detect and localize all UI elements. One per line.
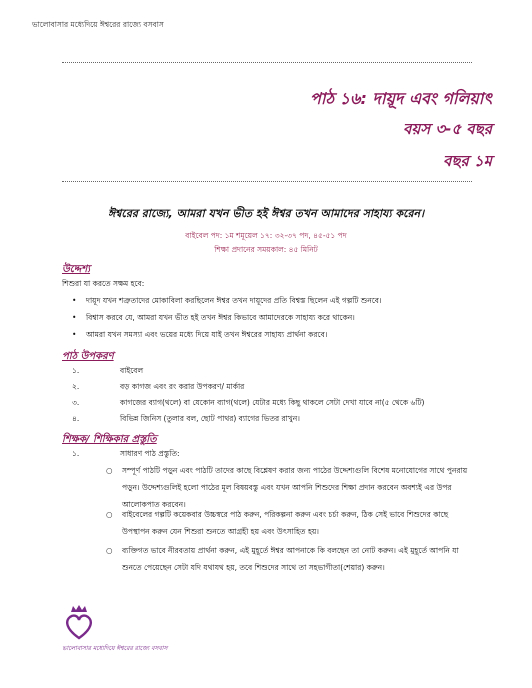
- running-header: ভালোবাসার মধ্যেদিয়ে ঈশ্বরের রাজ্যে বসবাস: [32, 20, 164, 29]
- crown-heart-logo-icon: [62, 604, 96, 648]
- objective-item: • আমরা যখন সমস্যা এবং ভয়ের মধ্যে দিয়ে যাই তখন ঈশ্বরের সাহায্য প্রার্থনা করবে।: [72, 330, 328, 339]
- material-item: ৩. কাগজের ব্যাগ(থলে) বা যেকোন ব্যাগ(থলে) যেটার মধ্যে কিছু থাকলে সেটা দেখা যাবে না(৫ থেকে ৬টি): [72, 398, 425, 407]
- preparation-item: ১. সাধারণ পাঠ প্রস্তুতি:: [72, 449, 180, 458]
- objectives-intro: শিশুরা যা করতে সক্ষম হবে:: [62, 279, 145, 288]
- divider-bottom: [62, 181, 472, 182]
- material-item: ১. বাইবেল: [72, 366, 144, 375]
- footer-text: ভালোবাসার মধ্যেদিয়ে ঈশ্বরের রাজ্যে বসবাস: [62, 645, 168, 652]
- bullet-icon: •: [72, 296, 77, 305]
- circle-bullet-icon: ○: [106, 546, 113, 555]
- circle-bullet-icon: ○: [106, 466, 113, 475]
- divider-top: [62, 62, 472, 63]
- lesson-title: পাঠ ১৬: দায়ূদ এবং গলিয়াৎ: [310, 89, 492, 108]
- preparation-subitem: ○ ব্যক্তিগত ভাবে নীরবতায় প্রার্থনা করুন, এই মুহূর্তে ঈশ্বর আপনাকে কি বলছেন তা নোট করুন। এই মুহূর্তে আপনি যা শুনতে পেয়েছেন সেটা যদি যথাযথ হয়, তবে শিশুদের সাথে তা সহভাগীতা(শেয়ার) করুন।: [122, 542, 476, 576]
- objective-item: • দায়ূদ যখন শত্রুতাদের মোকাবিলা করছিলেন ঈশ্বর তখন দায়ূদের প্রতি বিশ্বস্ত ছিলেন এই গল্পটি শুনবে।: [72, 296, 382, 305]
- objectives-heading: উদ্দেশ্য: [62, 264, 91, 275]
- teaching-time: শিক্ষা প্রদানের সময়কাল: ৪৫ মিনিট: [214, 245, 318, 254]
- preparation-subitem: ○ বাইবেলের গল্পটি কয়েকবার উচ্চস্বরে পাঠ করুন, পরিকল্পনা করুন এবং চর্চা করুন, ঠিক সেই ভাবে শিশুদের কাছে উপস্থাপন করুন যেন শিশুরা শুনতে আগ্রহী হয় এবং উৎসাহিত হয়।: [122, 506, 476, 540]
- bible-reading: বাইবেল পদ: ১ম শমূয়েল ১৭: ৩২-৩৭ পদ, ৪৫-৫১ পদ: [185, 231, 347, 240]
- age-range: বয়স ৩-৫ বছর: [403, 120, 492, 138]
- preparation-heading: শিক্ষক/ শিক্ষিকার প্রস্তুতি: [62, 434, 157, 445]
- objective-item: • বিশ্বাস করবে যে, আমরা যখন ভীত হই তখন ঈশ্বর কিভাবে আমাদেরকে সাহায্য করে থাকেন।: [72, 313, 355, 322]
- circle-bullet-icon: ○: [106, 510, 113, 519]
- material-item: ২. বড় কাগজ এবং রং করার উপকরণ/ মার্কার: [72, 382, 245, 391]
- bullet-icon: •: [72, 330, 77, 339]
- preparation-subitem: ○ সম্পূর্ণ পাঠটি পড়ুন এবং পাঠটি তাদের কাছে বিশ্লেষণ করার জন্য পাঠের উদ্দেশ্যগুলি বিশেষ মনোযোগের সাথে পুনরায় পড়ুন। উদ্দেশ্যগুলিই হলো পাঠের মূল বিষয়বস্তু এবং যখন আপনি শিশুদের শিক্ষা প্রদান করবেন অবশ্যই এর উপর আলোকপাত করবেন।: [122, 462, 476, 513]
- lesson-theme: ঈশ্বরের রাজ্যে, আমরা যখন ভীত হই ঈশ্বর তখন আমাদের সাহায্য করেন।: [107, 207, 425, 220]
- material-item: ৪. বিভিন্ন জিনিস (তুলার বল, ছোট পাথর) ব্যাগের ভিতর রাখুন।: [72, 414, 300, 423]
- materials-heading: পাঠ উপকরণ: [62, 351, 114, 362]
- bullet-icon: •: [72, 313, 77, 322]
- year-label: বছর ১ম: [443, 152, 492, 170]
